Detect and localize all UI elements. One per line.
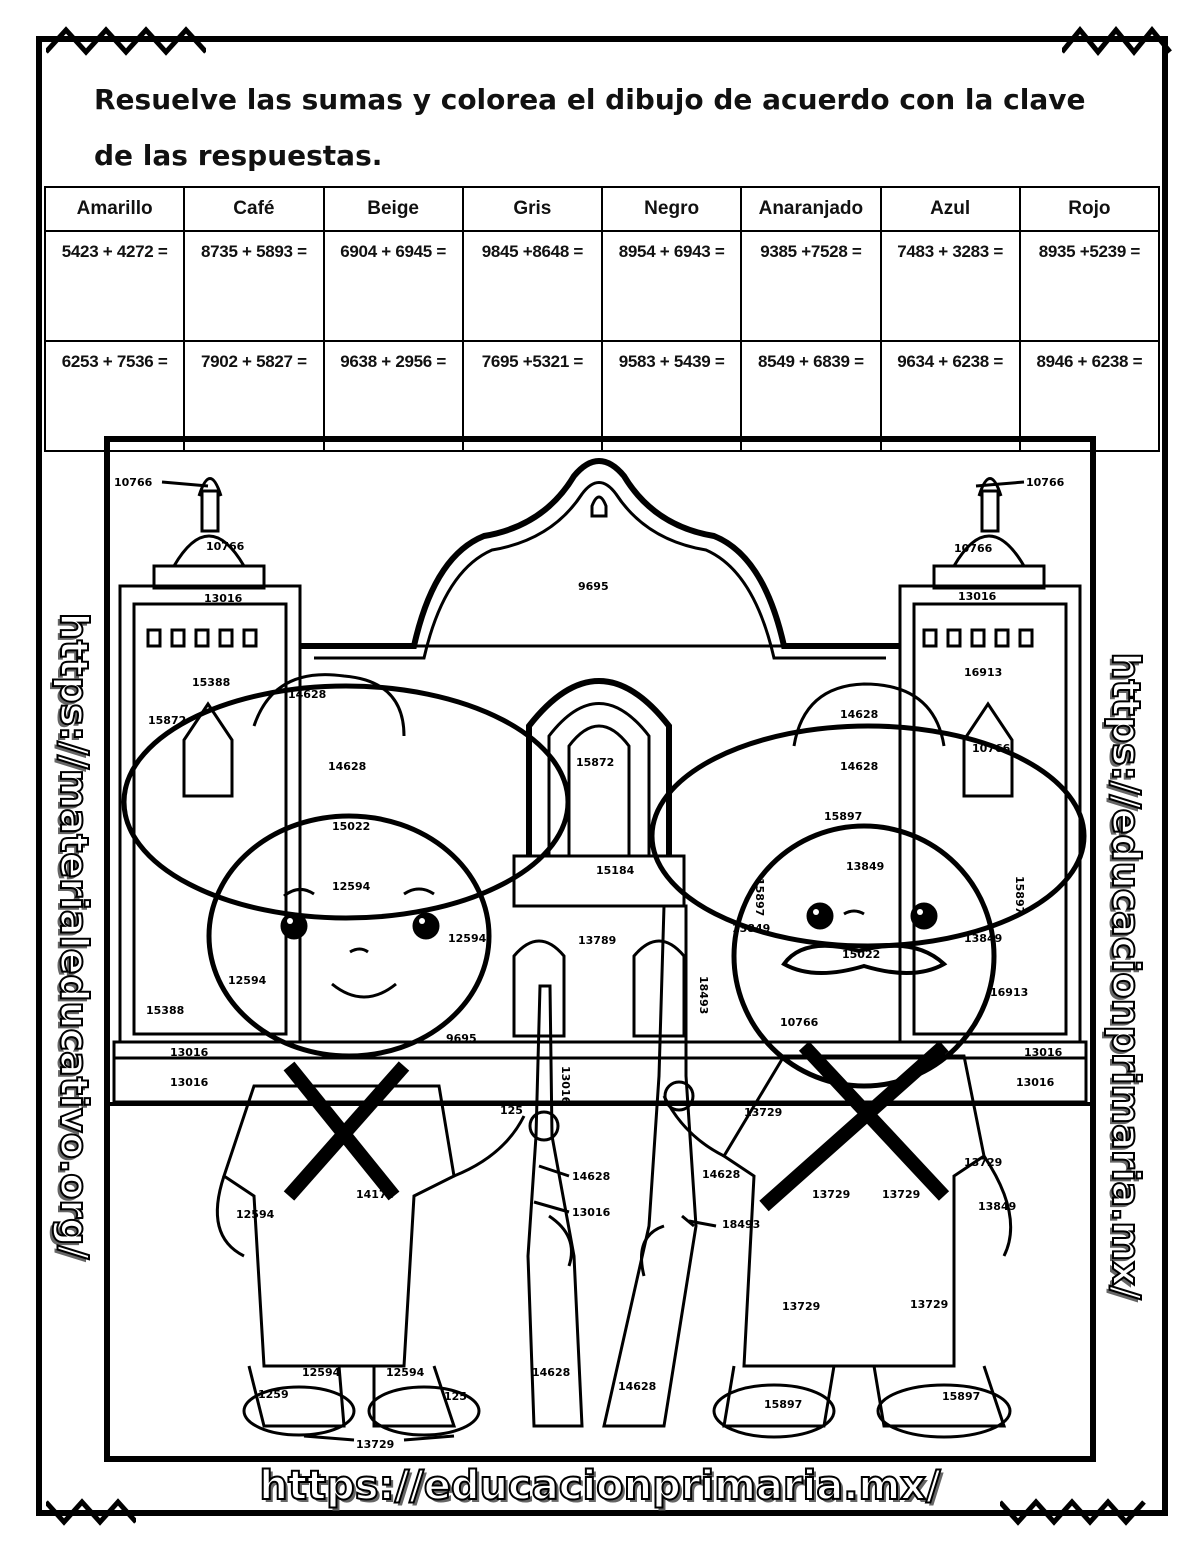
sum-row bbox=[45, 341, 1159, 451]
zigzag-decoration-bottom-right bbox=[1000, 1492, 1150, 1528]
sum-cell[interactable]: 8946 + 6238 = bbox=[1020, 341, 1159, 451]
sum-cell[interactable]: 8935 +5239 = bbox=[1020, 231, 1159, 341]
color-header: Rojo bbox=[1020, 187, 1159, 231]
picture-label: 10766 bbox=[972, 742, 1011, 755]
color-header: Azul bbox=[881, 187, 1020, 231]
sum-cell[interactable]: 6253 + 7536 = bbox=[45, 341, 184, 451]
picture-label: 13016 bbox=[170, 1076, 209, 1089]
picture-label: 15897 bbox=[1013, 876, 1026, 915]
picture-label: 15388 bbox=[192, 676, 231, 689]
sum-cell[interactable]: 8954 + 6943 = bbox=[602, 231, 741, 341]
picture-label: 10766 bbox=[780, 1016, 819, 1029]
picture-label: 13729 bbox=[812, 1188, 851, 1201]
picture-label: 13729 bbox=[882, 1188, 921, 1201]
color-header: Beige bbox=[324, 187, 463, 231]
picture-label: 14628 bbox=[840, 708, 879, 721]
picture-label: 15897 bbox=[753, 878, 766, 917]
instructions-text: Resuelve las sumas y colorea el dibujo de acuerdo con la clave de las respuestas. bbox=[94, 83, 1086, 172]
picture-label: 14628 bbox=[702, 1168, 741, 1181]
picture-label: 14628 bbox=[840, 760, 879, 773]
picture-label: 16913 bbox=[964, 666, 1003, 679]
coloring-drawing bbox=[104, 436, 1096, 1462]
picture-label: 18493 bbox=[697, 976, 710, 1015]
zigzag-decoration-top-left bbox=[46, 22, 206, 62]
picture-label: 15897 bbox=[824, 810, 863, 823]
picture-label: 13849 bbox=[978, 1200, 1017, 1213]
picture-label: 14174 bbox=[356, 1188, 395, 1201]
picture-label: 9695 bbox=[446, 1032, 477, 1045]
sum-cell[interactable]: 8735 + 5893 = bbox=[184, 231, 323, 341]
sum-cell[interactable]: 7902 + 5827 = bbox=[184, 341, 323, 451]
color-header: Anaranjado bbox=[741, 187, 880, 231]
color-header: Negro bbox=[602, 187, 741, 231]
picture-label: 15184 bbox=[596, 864, 635, 877]
picture-label: 125 bbox=[500, 1104, 523, 1117]
picture-label: 1259 bbox=[258, 1388, 289, 1401]
color-header: Café bbox=[184, 187, 323, 231]
picture-label: 15388 bbox=[146, 1004, 185, 1017]
picture-label: 14628 bbox=[618, 1380, 657, 1393]
picture-label: 13729 bbox=[910, 1298, 949, 1311]
color-header: Gris bbox=[463, 187, 602, 231]
picture-label: 13849 bbox=[732, 922, 771, 935]
zigzag-decoration-top-right bbox=[1062, 22, 1172, 62]
picture-label: 9695 bbox=[578, 580, 609, 593]
picture-label: 13016 bbox=[958, 590, 997, 603]
picture-label: 14628 bbox=[328, 760, 367, 773]
picture-label: 13016 bbox=[170, 1046, 209, 1059]
picture-label: 13016 bbox=[1024, 1046, 1063, 1059]
picture-label: 14628 bbox=[288, 688, 327, 701]
picture-label: 12594 bbox=[448, 932, 487, 945]
picture-label: 15897 bbox=[764, 1398, 803, 1411]
picture-label: 18493 bbox=[722, 1218, 761, 1231]
watermark-link-bottom[interactable]: https://educacionprimaria.mx/ bbox=[259, 1463, 941, 1509]
picture-label: 15022 bbox=[842, 948, 881, 961]
picture-label: 15022 bbox=[332, 820, 371, 833]
picture-label: 12594 bbox=[386, 1366, 425, 1379]
picture-label: 10766 bbox=[1026, 476, 1065, 489]
picture-label: 12594 bbox=[236, 1208, 275, 1221]
picture-label: 13016 bbox=[204, 592, 243, 605]
picture-label: 12594 bbox=[332, 880, 371, 893]
picture-label: 15872 bbox=[148, 714, 187, 727]
sum-cell[interactable]: 9845 +8648 = bbox=[463, 231, 602, 341]
picture-label: 13016 bbox=[1016, 1076, 1055, 1089]
color-header-row bbox=[45, 187, 1159, 231]
picture-label: 13016 bbox=[559, 1066, 572, 1105]
sum-cell[interactable]: 5423 + 4272 = bbox=[45, 231, 184, 341]
picture-label: 10766 bbox=[206, 540, 245, 553]
picture-label: 13849 bbox=[964, 932, 1003, 945]
sum-cell[interactable]: 8549 + 6839 = bbox=[741, 341, 880, 451]
sum-row bbox=[45, 231, 1159, 341]
coloring-picture bbox=[104, 436, 1096, 1462]
watermark-link-left[interactable]: https://materialeducativo.org/ bbox=[52, 612, 96, 1260]
picture-label: 12594 bbox=[228, 974, 267, 987]
picture-label: 15872 bbox=[576, 756, 615, 769]
picture-label: 13729 bbox=[744, 1106, 783, 1119]
picture-label: 14628 bbox=[532, 1366, 571, 1379]
picture-label: 13729 bbox=[782, 1300, 821, 1313]
sum-cell[interactable]: 6904 + 6945 = bbox=[324, 231, 463, 341]
picture-label: 14628 bbox=[572, 1170, 611, 1183]
zigzag-decoration-bottom-left bbox=[46, 1492, 136, 1528]
picture-label: 10766 bbox=[114, 476, 153, 489]
picture-label: 13016 bbox=[572, 1206, 611, 1219]
sum-cell[interactable]: 7695 +5321 = bbox=[463, 341, 602, 451]
picture-label: 13729 bbox=[964, 1156, 1003, 1169]
sum-cell[interactable]: 7483 + 3283 = bbox=[881, 231, 1020, 341]
sum-cell[interactable]: 9634 + 6238 = bbox=[881, 341, 1020, 451]
watermark-link-right[interactable]: https://educacionprimaria.mx/ bbox=[1104, 652, 1148, 1300]
picture-label: 13729 bbox=[356, 1438, 395, 1451]
picture-label: 16913 bbox=[990, 986, 1029, 999]
picture-label: 12594 bbox=[302, 1366, 341, 1379]
sum-cell[interactable]: 9385 +7528 = bbox=[741, 231, 880, 341]
picture-label: 15897 bbox=[942, 1390, 981, 1403]
sum-cell[interactable]: 9638 + 2956 = bbox=[324, 341, 463, 451]
color-header: Amarillo bbox=[45, 187, 184, 231]
picture-label: 125 bbox=[444, 1390, 467, 1403]
color-key-table bbox=[44, 186, 1160, 452]
picture-label: 13849 bbox=[846, 860, 885, 873]
picture-label: 13789 bbox=[578, 934, 617, 947]
picture-label: 10766 bbox=[954, 542, 993, 555]
sum-cell[interactable]: 9583 + 5439 = bbox=[602, 341, 741, 451]
